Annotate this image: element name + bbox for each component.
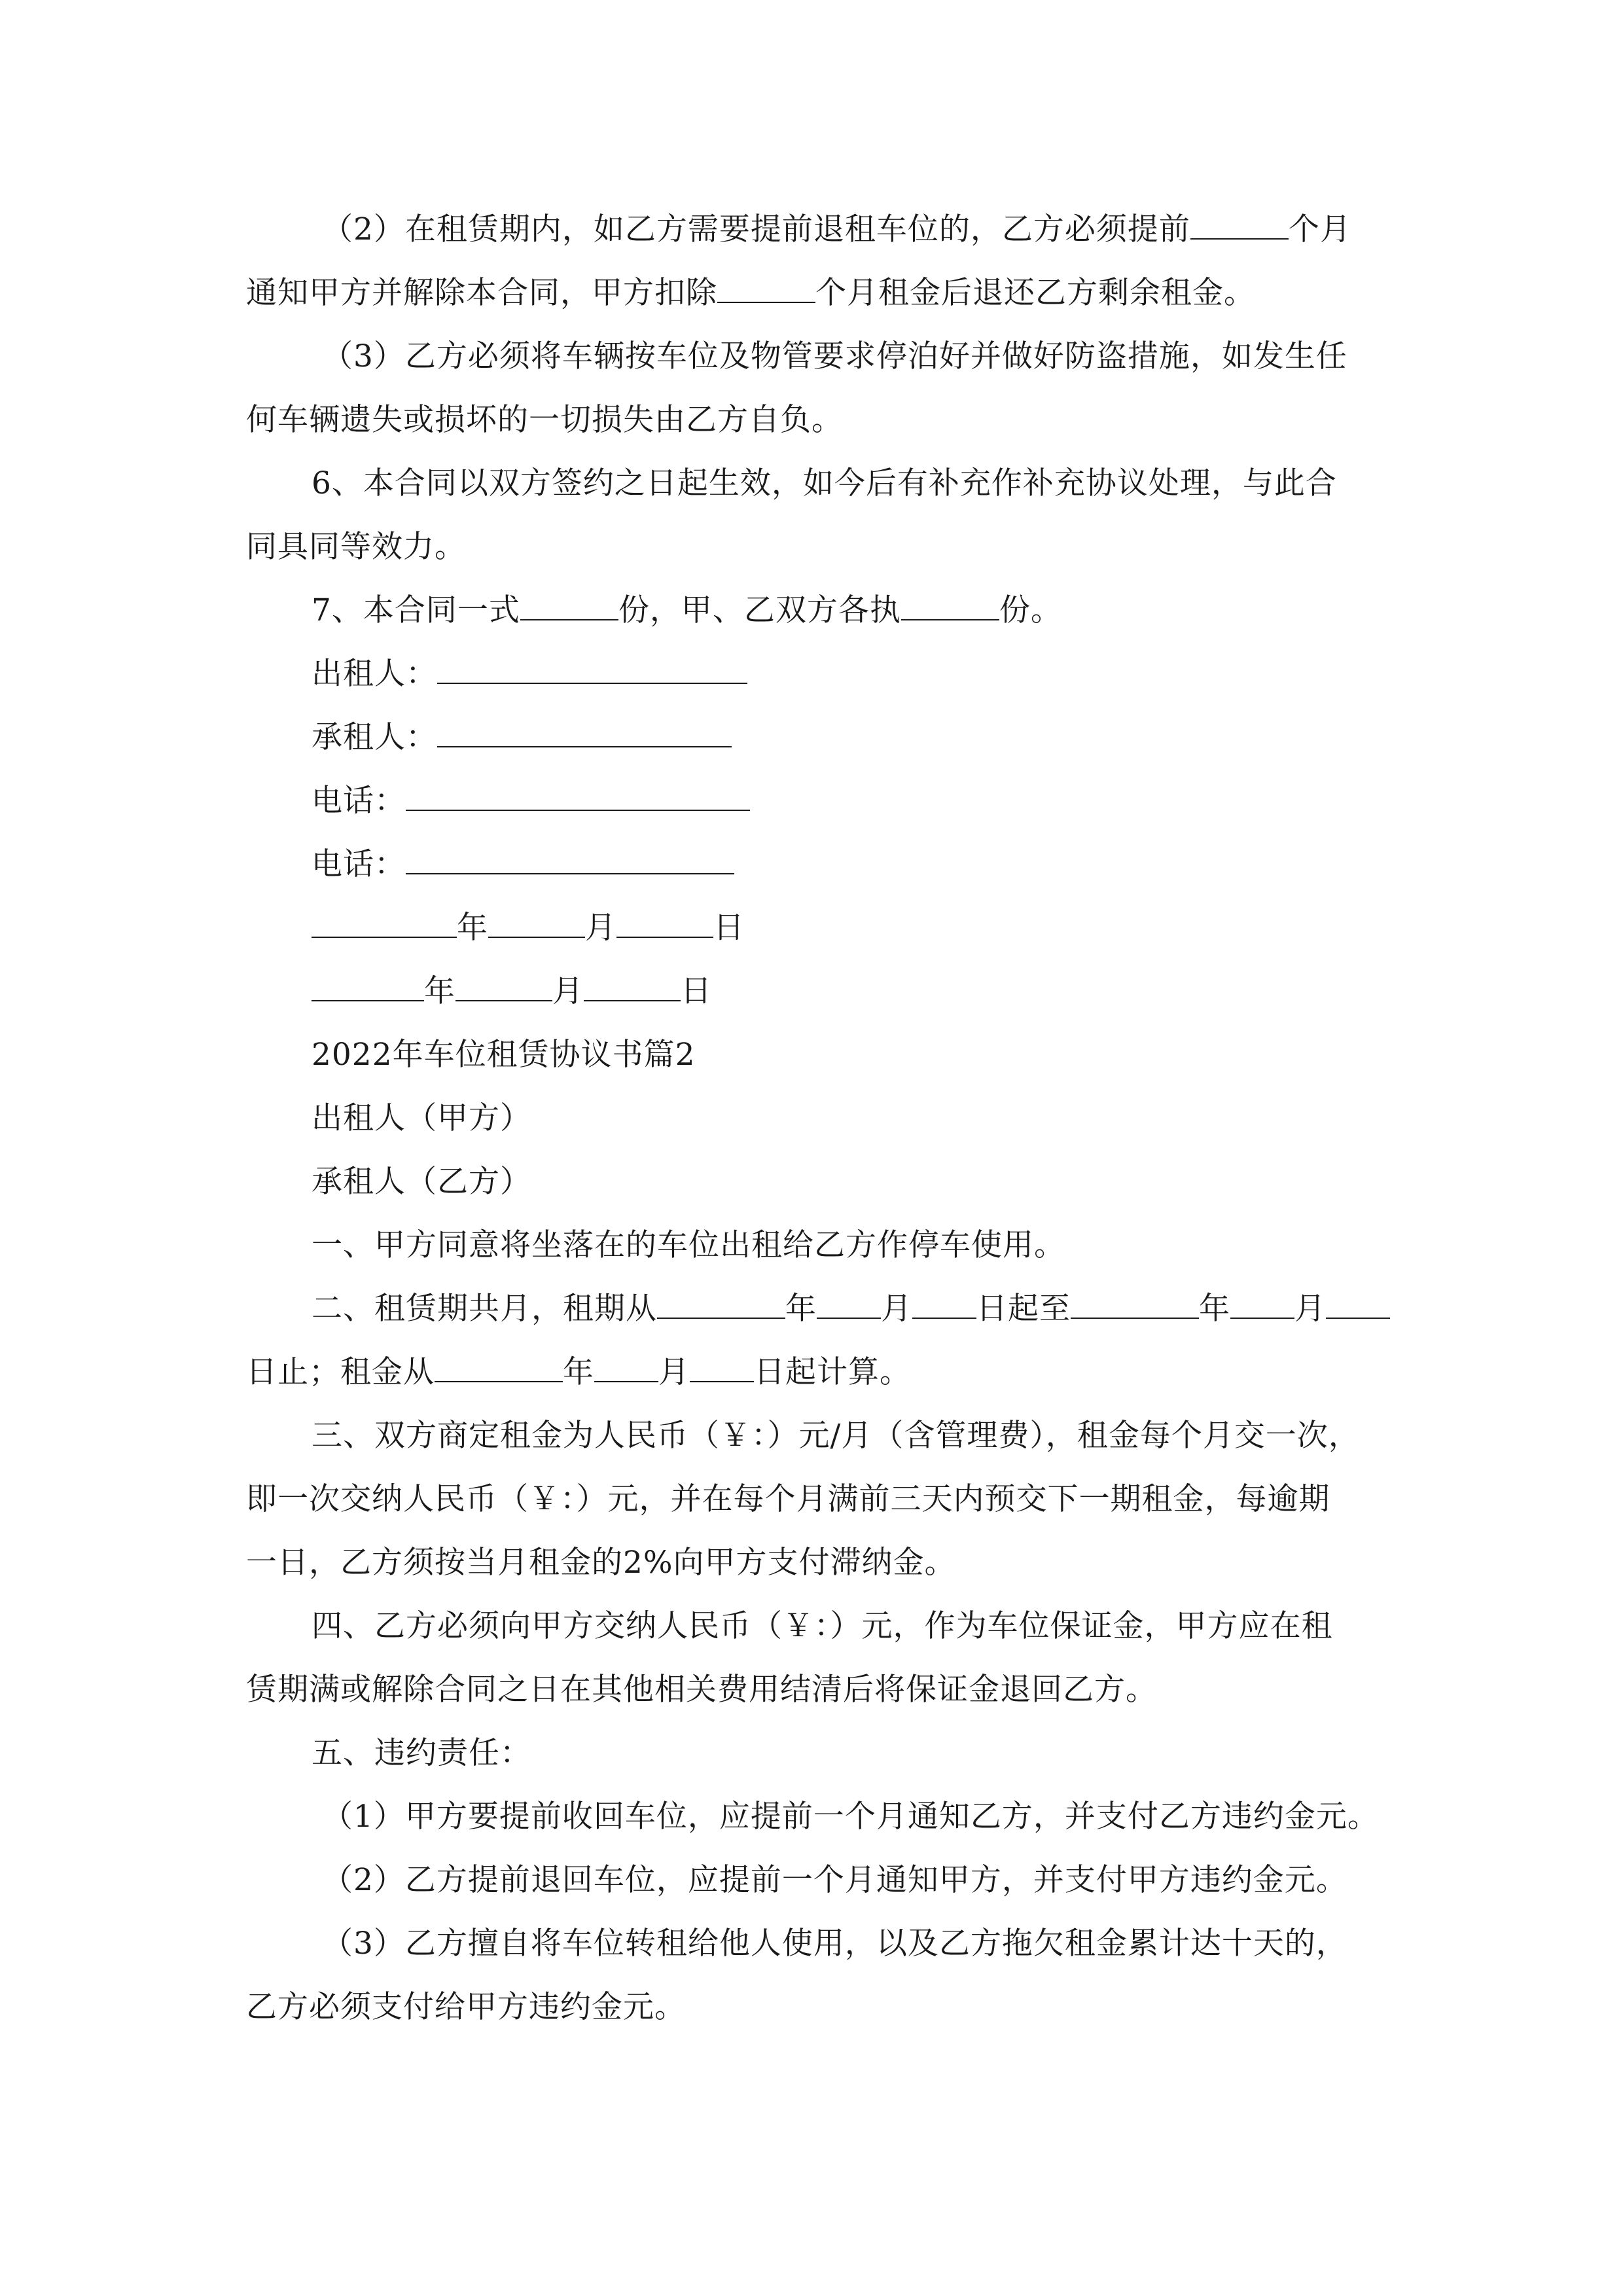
text-line: （3）乙方必须将车辆按车位及物管要求停泊好并做好防盗措施，如发生任	[322, 338, 1347, 374]
fill-blank[interactable]	[717, 278, 815, 303]
clause-4	[246, 1594, 1378, 1721]
text-line: 日止；租金从 年 月 日起计算。	[246, 1354, 911, 1390]
lessee-input-line[interactable]	[437, 723, 732, 747]
date-line-1: 年 月 日	[246, 896, 1378, 960]
text-line: 同具同等效力。	[246, 529, 466, 565]
month-blank[interactable]	[488, 913, 585, 938]
phone1-signature	[246, 769, 1378, 833]
paragraph-parking-duty	[246, 325, 1378, 452]
text-line: 即一次交纳人民币（￥：）元，并在每个月满前三天内预交下一期租金，每逾期	[246, 1481, 1330, 1517]
month-blank[interactable]	[1230, 1294, 1294, 1319]
text-line: 通知甲方并解除本合同，甲方扣除 个月租金后退还乙方剩余租金。	[246, 275, 1255, 311]
clause-5-3	[246, 1912, 1378, 2039]
phone2-signature	[246, 833, 1378, 896]
year-blank[interactable]	[312, 977, 424, 1001]
phone2-input-line[interactable]	[406, 850, 734, 874]
text-line: 三、双方商定租金为人民币（￥：）元/月（含管理费），租金每个月交一次，	[312, 1418, 1360, 1454]
text-line: （2）在租赁期内，如乙方需要提前退租车位的，乙方必须提前 个月	[322, 211, 1351, 247]
lessee-signature	[246, 706, 1378, 769]
text-line: 7、本合同一式 份，甲、乙双方各执 份。	[312, 592, 1062, 628]
day-blank[interactable]	[584, 977, 681, 1001]
fill-blank[interactable]	[901, 596, 999, 620]
year-blank[interactable]	[435, 1357, 563, 1382]
day-blank[interactable]	[912, 1294, 976, 1319]
text-line: 乙方必须支付给甲方违约金元。	[246, 1989, 686, 2025]
year-blank[interactable]	[657, 1294, 785, 1319]
lessor-input-line[interactable]	[437, 659, 747, 684]
lessor-label: 出租人：	[312, 656, 437, 692]
year-blank[interactable]	[312, 913, 457, 938]
phone1-input-line[interactable]	[406, 786, 750, 811]
paragraph-early-termination	[246, 198, 1378, 325]
day-blank[interactable]	[1326, 1294, 1390, 1319]
text-line: 6、本合同以双方签约之日起生效，如今后有补充作补充协议处理，与此合	[312, 465, 1337, 501]
text-line: （3）乙方擅自将车位转租给他人使用，以及乙方拖欠租金累计达十天的，	[322, 1926, 1347, 1962]
day-blank[interactable]	[690, 1357, 754, 1382]
lessee-label: 承租人：	[312, 719, 437, 755]
day-blank[interactable]	[616, 913, 713, 938]
phone1-label: 电话：	[312, 783, 406, 819]
clause-3	[246, 1404, 1378, 1594]
party-b: 承租人（乙方）	[312, 1164, 531, 1200]
clause-2	[246, 1277, 1378, 1404]
clause-1: 一、甲方同意将坐落在的车位出租给乙方作停车使用。	[312, 1227, 1065, 1263]
month-blank[interactable]	[594, 1357, 658, 1382]
month-blank[interactable]	[455, 977, 552, 1001]
text-line: 赁期满或解除合同之日在其他相关费用结清后将保证金退回乙方。	[246, 1672, 1157, 1708]
text-line: 四、乙方必须向甲方交纳人民币（￥：）元，作为车位保证金，甲方应在租	[312, 1608, 1333, 1644]
clause-5-title: 五、违约责任：	[312, 1735, 531, 1771]
text-line: 一日，乙方须按当月租金的2%向甲方支付滞纳金。	[246, 1545, 956, 1581]
text-line: 何车辆遗失或损坏的一切损失由乙方自负。	[246, 402, 843, 438]
month-blank[interactable]	[817, 1294, 881, 1319]
fill-blank[interactable]	[1190, 215, 1289, 240]
paragraph-effective	[246, 452, 1378, 579]
paragraph-copies	[246, 579, 1378, 642]
clause-5-1: （1）甲方要提前收回车位，应提前一个月通知乙方，并支付乙方违约金元。	[322, 1799, 1379, 1835]
year-blank[interactable]	[1071, 1294, 1199, 1319]
clause-5-2: （2）乙方提前退回车位，应提前一个月通知甲方，并支付甲方违约金元。	[322, 1862, 1347, 1898]
text-line: 二、租赁期共月，租期从 年 月 日起至 年 月	[246, 1277, 1378, 1340]
date-line-2: 年 月 日	[246, 960, 1378, 1023]
party-a: 出租人（甲方）	[312, 1100, 531, 1136]
section-title: 2022年车位租赁协议书篇2	[312, 1037, 696, 1073]
fill-blank[interactable]	[520, 596, 618, 620]
phone2-label: 电话：	[312, 846, 406, 882]
lessor-signature	[246, 642, 1378, 706]
